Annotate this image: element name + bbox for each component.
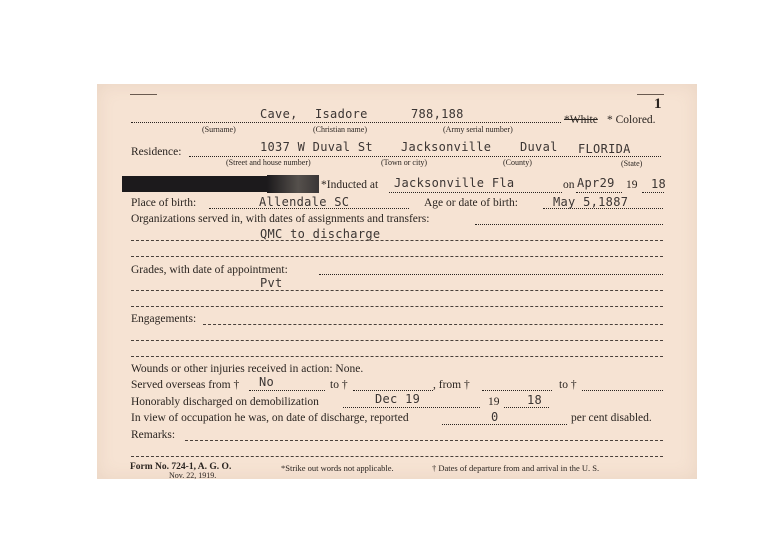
engagements-line-3 [131,356,663,357]
overseas-to2-line [582,390,663,391]
redacted-field-edge [267,175,319,193]
form-number: Form No. 724-1, A. G. O. [130,462,232,472]
discharge-year-line [504,407,549,408]
colored-option: * Colored. [607,114,656,126]
wounds-label: Wounds or other injuries received in action: None. [131,363,364,375]
inducted-place-line [389,192,562,193]
organizations-line-1 [475,224,663,225]
remarks-label: Remarks: [131,429,176,441]
discharge-year-value: 18 [527,393,543,407]
residence-label: Residence: [131,146,182,158]
inducted-label: *Inducted at [321,179,379,191]
overseas-to2-label: to † [559,379,577,391]
white-option: *White [564,114,598,126]
overseas-from2-label: , from † [433,379,470,391]
organizations-line-3 [131,256,663,257]
overseas-to-line [353,390,433,391]
county-value: Duval [520,140,558,154]
disability-value: 0 [491,410,499,424]
served-overseas-label: Served overseas from † [131,379,240,391]
grades-value: Pvt [260,276,283,290]
form-date: Nov. 22, 1919. [169,471,217,480]
county-caption: (County) [503,158,532,167]
discharge-date-line [343,407,480,408]
christian-name-caption: (Christian name) [313,125,367,134]
grades-line-2 [131,290,663,291]
place-of-birth-value: Allendale SC [259,195,350,209]
engagements-label: Engagements: [131,313,197,325]
remarks-line-1 [185,440,663,441]
remarks-line-2 [131,456,663,457]
inducted-date-value: Apr29 [577,176,615,190]
name-line [131,122,561,123]
surname-value: Cave, [260,107,298,121]
christian-name-value: Isadore [315,107,368,121]
grades-line-1 [319,274,663,275]
disability-line [442,424,567,425]
overseas-from2-line [482,390,552,391]
engagements-line-2 [131,340,663,341]
date-of-birth-line [543,208,663,209]
inducted-year-value: 18 [651,177,667,191]
service-record-card [97,84,697,479]
organizations-value: QMC to discharge [260,227,381,241]
residence-line [189,156,661,157]
strike-out-note: *Strike out words not applicable. [281,463,394,473]
street-caption: (Street and house number) [226,158,311,167]
on-label: on [563,179,575,191]
organizations-label: Organizations served in, with dates of assignments and transfers: [131,213,430,225]
serial-number-caption: (Army serial number) [443,125,513,134]
top-right-mark [637,94,664,95]
street-value: 1037 W Duval St [260,140,373,154]
grades-label: Grades, with date of appointment: [131,264,288,276]
date-of-birth-value: May 5,1887 [553,195,629,209]
served-overseas-value: No [259,375,275,389]
discharge-date-value: Dec 19 [375,392,421,406]
dates-note: † Dates of departure from and arrival in the U. S. [432,463,600,473]
overseas-from-line [249,390,325,391]
disability-label: In view of occupation he was, on date of discharge, reported [131,412,409,424]
discharge-year-prefix: 19 [488,396,500,408]
inducted-date-line [576,192,622,193]
overseas-to-label: to † [330,379,348,391]
engagements-line-1 [203,324,663,325]
inducted-place-value: Jacksonville Fla [394,176,515,190]
surname-caption: (Surname) [202,125,236,134]
percent-disabled-label: per cent disabled. [571,412,652,424]
place-of-birth-line [209,208,409,209]
town-caption: (Town or city) [381,158,428,167]
organizations-line-2 [131,240,663,241]
inducted-year-line [642,192,664,193]
serial-number-value: 788,188 [411,107,464,121]
state-value: FLORIDA [578,142,631,156]
page-number: 1 [654,96,662,112]
state-caption: (State) [621,159,643,168]
place-of-birth-label: Place of birth: [131,197,197,209]
top-left-mark [130,94,157,95]
age-label: Age or date of birth: [424,197,518,209]
discharged-label: Honorably discharged on demobilization [131,396,319,408]
grades-line-3 [131,306,663,307]
inducted-year-prefix: 19 [626,179,638,191]
town-value: Jacksonville [401,140,492,154]
